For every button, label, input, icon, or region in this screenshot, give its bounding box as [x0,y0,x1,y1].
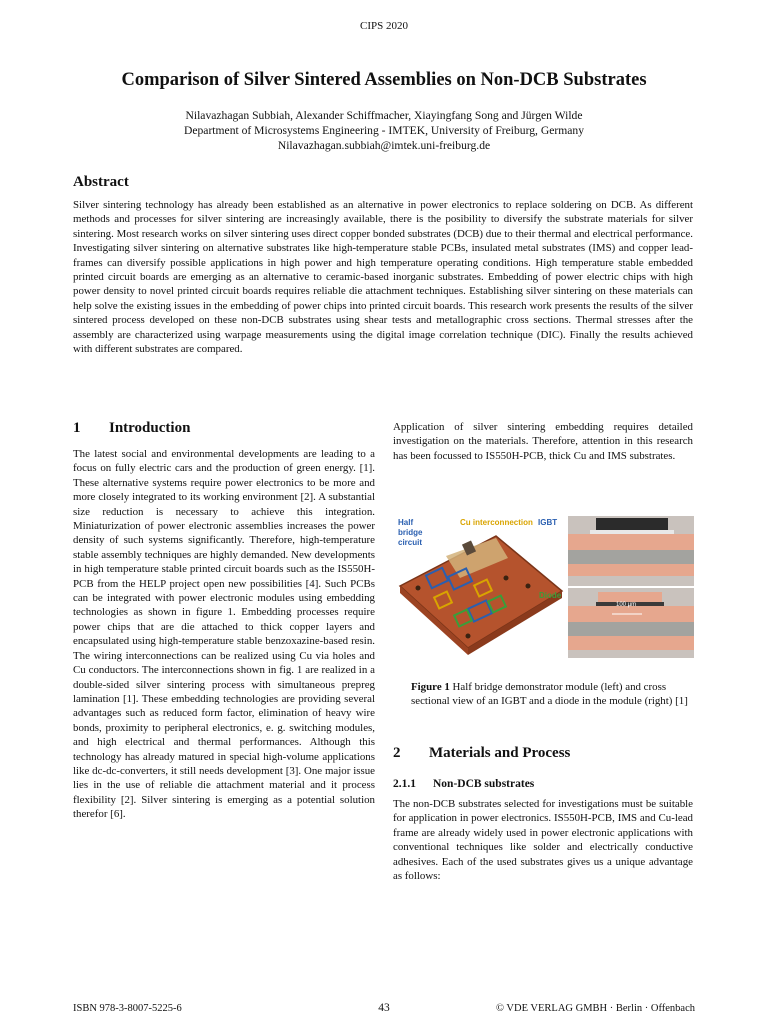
label-half-bridge: Half bridge circuit [398,518,423,547]
label-diode: Diode [539,591,562,600]
paper-title: Comparison of Silver Sintered Assemblies on Non-DCB Substrates [121,70,647,90]
abstract-heading: Abstract [73,174,129,190]
label-cu-interconnection: Cu interconnection [460,518,533,527]
footer-isbn: ISBN 978-3-8007-5225-6 [73,1003,182,1014]
introduction-text: The latest social and environmental developments are leading to a focus on fully electric cars and the production of green energy. [1]. These alternative systems require power electronics to be more and more closely integrated to its working environment [2]. A substantial size reduction is necessary to achieve this integration. Miniaturization of power electronic assemblies increases the power density of such systems significantly. Therefore, high-temperature stable assembly techniques are highly demanded. New developments in high temperature stable printed circuit boards such as the IS550H-PCB from the HELP project open new possibilities [4]. Such PCBs can be integrated with power electronic modules using embedding technologies as shown in figure 1. Embedding processes require power chips that are die attached to thick copper layers and encapsulated using high-temperature stable benzoxazine-based resin. The wiring interconnections can be realized using Cu via holes and Cu conductors. The interconnections shown in fig. 1 are realized in a double-sided silver sintering process with simultaneous prepreg lamination [1]. These embedding technologies are providing several advantages such as reduced form factor, elimination of heavy wire bonds, proximity to peripheral electronics, e. g. switching modules, and high electrical and thermal performances. Although this technology has already matured in special high-volume applications like dc-dc-converters, it still needs development [3]. One major issue lies in the use of reliable die attachment material and it process flexibility [2]. Silver sintering is emerging as a potential solution therefor [6]. [73,448,375,821]
subsection-number: 2.1.1 [393,778,416,790]
subsection-title: Non-DCB substrates [433,778,535,790]
label-igbt: IGBT [538,518,558,527]
section-title: Introduction [109,420,191,436]
diode-cross-section-image [568,588,694,658]
abstract-text: Silver sintering technology has already been established as an alternative in power electronics to replace soldering on DCB. As different methods and processes for silver sintering are increasingly available, there is the posibility to diversify the substrate materials for silver sintering. Most research works on silver sintering uses direct copper bonded substrates (DCB) due to their thermal and electrical performance. Investigating silver sintering on alternative substrates like high-temperature stable PCBs, insulated metal substrates (IMS) and copper lead-frames can diversify possible applications in high power and high temperature operating conditions. High temperature stable embedded printed circuit boards are emerging as an alternative to ceramic-based inorganic substrates. Embedding of power electric chips with high power density to novel printed circuit boards requires reliable die attachment techniques. Establishing silver sintering on these materials can help solve the existing issues in the embedding of power chips into printed circuit boards. This research work presents the results of the silver sintered process developed on these non-DCB substrates using shear tests and metallographic cross sections. Thermal stresses after the assembly are characterized using warpage measurements using the digital image correlation technique (DIC). Finally the results achieved with different substrates are compared. [73,199,693,356]
caption-label: Figure 1 [411,681,450,693]
author-names: Nilavazhagan Subbiah, Alexander Schiffmacher, Xiayingfang Song and Jürgen Wilde [185,109,583,122]
section-materials-heading [393,745,570,762]
figure-1-module-photo [398,516,564,658]
caption-text: Half bridge demonstrator module (left) and cross sectional view of an IGBT and a diode in the module (right) [1] [411,681,688,708]
section-introduction-heading [73,420,190,437]
author-block [0,108,768,153]
running-header: CIPS 2020 [360,20,408,32]
author-affiliation: Department of Microsystems Engineering - IMTEK, University of Freiburg, Germany [183,124,584,137]
label-scale-bar: 100 µm [616,602,637,608]
figure-1 [398,516,694,658]
footer-page-number: 43 [378,1002,390,1014]
author-email[interactable]: Nilavazhagan.subbiah@imtek.uni-freiburg.de [277,139,491,152]
footer-publisher: © VDE VERLAG GMBH · Berlin · Offenbach [496,1003,695,1014]
section-number: 1 [73,420,81,436]
section-number: 2 [393,745,401,761]
diode-cross-section [568,588,694,658]
figure-1-caption [411,680,693,709]
igbt-cross-section [568,516,694,586]
materials-text: The non-DCB substrates selected for investigations must be suitable for application in power electronics. IS550H-PCB, IMS and Cu-lead frame are already widely used in power electronic applications with conventional techniques like solder and electrically conductive adhesives. Each of the used substrates gives us a unique advantage as follows: [393,798,693,883]
section-title: Materials and Process [429,745,571,761]
introduction-continued-text: Application of silver sintering embedding requires detailed investigation on the materials. Therefore, attention in this research has been focussed to IS550H-PCB, thick Cu and IMS substrates. [393,421,693,462]
subsection-non-dcb-heading [393,778,534,790]
igbt-cross-section-image [568,516,694,586]
